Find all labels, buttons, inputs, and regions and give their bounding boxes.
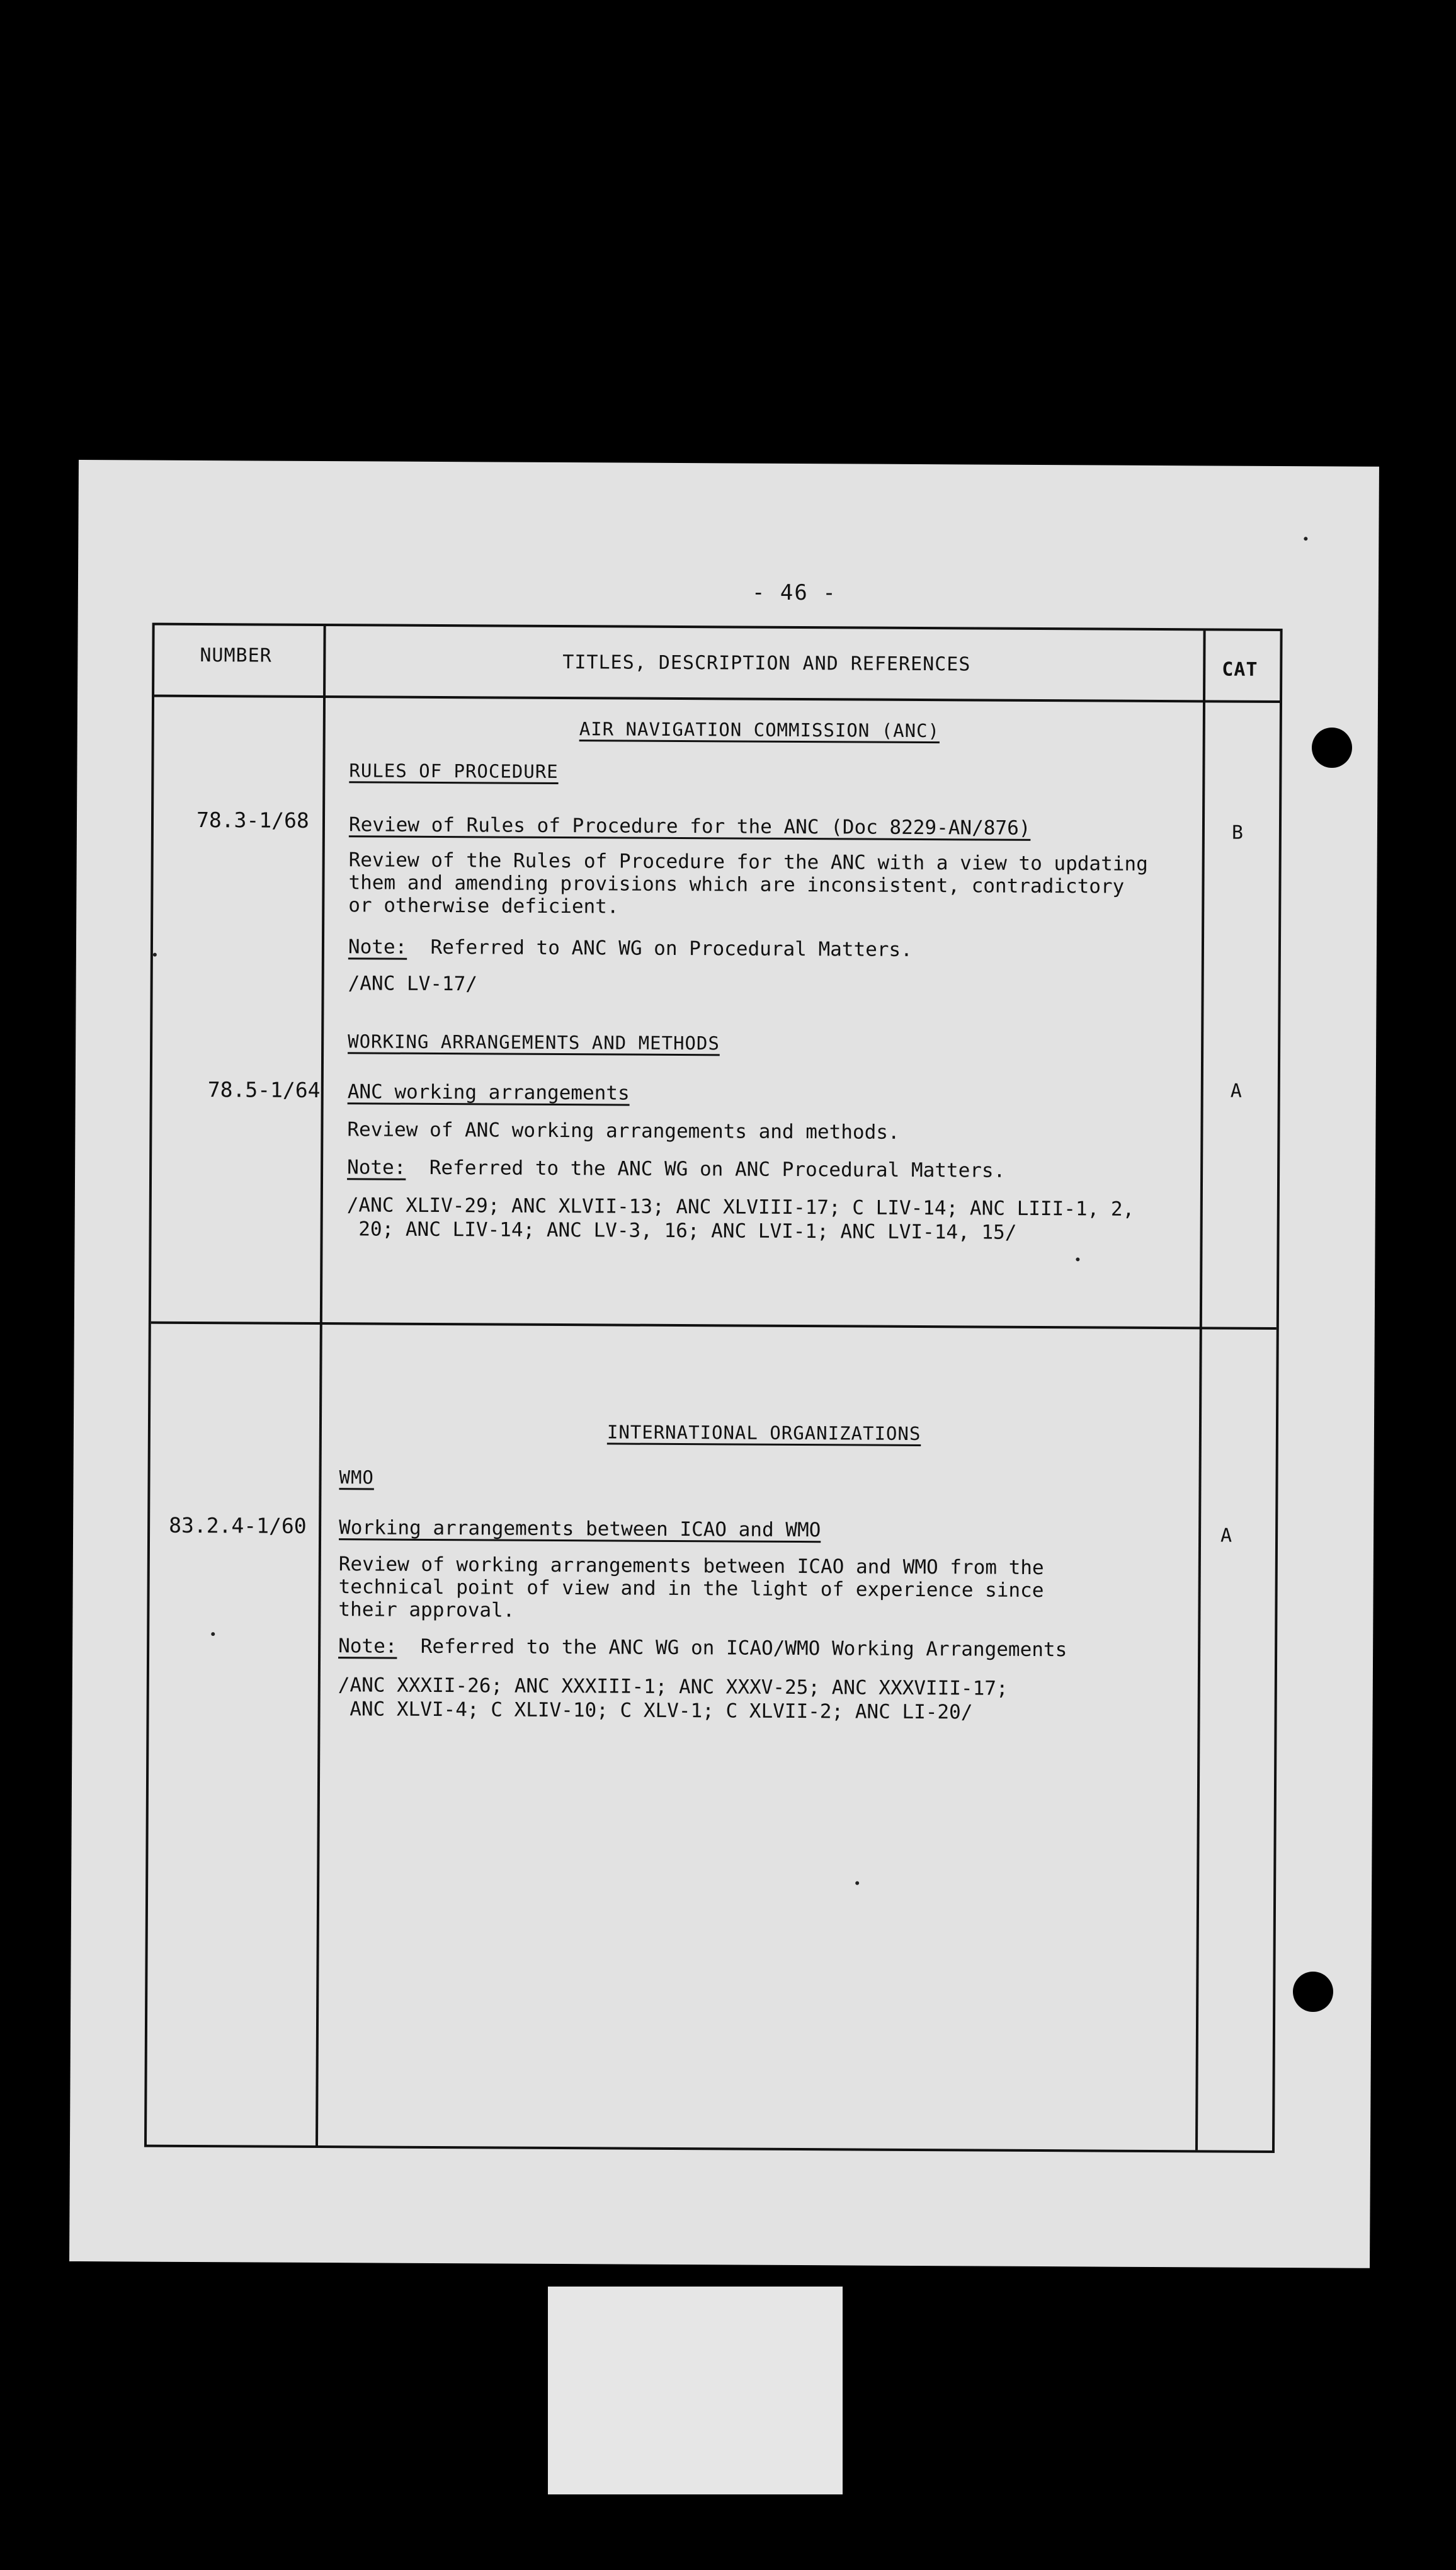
item-references: /ANC XLIV-29; ANC XLVII-13; ANC XLVIII-17; C LIV-14; ANC LIII-1, 2, [346, 1194, 1135, 1221]
punch-hole [1312, 728, 1352, 768]
item-number: 78.3-1/68 [196, 807, 309, 833]
agenda-table [144, 623, 1283, 2153]
note-label: Note: [347, 1156, 406, 1179]
section-heading-anc: AIR NAVIGATION COMMISSION (ANC) [579, 718, 940, 742]
blank-slip [548, 2287, 843, 2494]
document-page [69, 460, 1379, 2268]
note-label: Note: [338, 1635, 397, 1658]
header-number: NUMBER [200, 644, 272, 667]
item-note [347, 1155, 1005, 1182]
scan-speck [1076, 1257, 1079, 1261]
item-description-line: them and amending provisions which are inconsistent, contradictory [348, 871, 1125, 898]
item-description-line: or otherwise deficient. [348, 894, 619, 918]
item-references: /ANC XXXII-26; ANC XXXIII-1; ANC XXXV-25; ANC XXXVIII-17; [338, 1674, 1008, 1700]
header-titles: TITLES, DESCRIPTION AND REFERENCES [562, 651, 971, 676]
subsection-heading-wmo: WMO [339, 1466, 375, 1488]
page-number: - 46 - [751, 580, 837, 606]
subsection-heading-working: WORKING ARRANGEMENTS AND METHODS [348, 1031, 720, 1054]
scan-speck [1304, 537, 1307, 540]
item-category: A [1230, 1080, 1242, 1102]
scan-speck [855, 1881, 859, 1885]
item-references: /ANC LV-17/ [348, 972, 478, 996]
note-text: Referred to ANC WG on Procedural Matters. [407, 935, 913, 961]
item-title: Working arrangements between ICAO and WMO [339, 1516, 821, 1542]
item-number: 78.5-1/64 [207, 1077, 321, 1103]
item-note [348, 935, 913, 962]
item-description-line: technical point of view and in the light of experience since [338, 1575, 1044, 1602]
section-heading-intl: INTERNATIONAL ORGANIZATIONS [606, 1421, 921, 1445]
subsection-heading-rules: RULES OF PROCEDURE [349, 760, 559, 782]
scan-speck [211, 1632, 215, 1636]
item-description-line: Review of working arrangements between ICAO and WMO from the [338, 1553, 1044, 1580]
item-description-line: Review of the Rules of Procedure for the ANC with a view to updating [348, 848, 1148, 876]
item-title: Review of Rules of Procedure for the ANC (Doc 8229-AN/876) [348, 813, 1031, 840]
item-note [338, 1634, 1067, 1662]
column-divider-number [316, 626, 326, 2145]
header-cat: CAT [1222, 658, 1258, 681]
item-description-line: Review of ANC working arrangements and methods. [347, 1118, 900, 1144]
note-text: Referred to the ANC WG on ICAO/WMO Working Arrangements [397, 1635, 1067, 1662]
item-number: 83.2.4-1/60 [169, 1512, 307, 1538]
scan-speck [153, 953, 157, 957]
item-category: A [1220, 1524, 1232, 1547]
note-text: Referred to the ANC WG on ANC Procedural Matters. [406, 1156, 1006, 1182]
item-category: B [1231, 821, 1244, 844]
item-references: ANC XLVI-4; C XLIV-10; C XLV-1; C XLVII-2; ANC LI-20/ [338, 1698, 973, 1724]
note-label: Note: [348, 935, 407, 959]
item-description-line: their approval. [338, 1598, 515, 1622]
punch-hole [1293, 1972, 1333, 2012]
item-title: ANC working arrangements [347, 1080, 630, 1105]
item-references: 20; ANC LIV-14; ANC LV-3, 16; ANC LVI-1; ANC LVI-14, 15/ [346, 1218, 1017, 1244]
column-divider-cat [1195, 631, 1206, 2150]
